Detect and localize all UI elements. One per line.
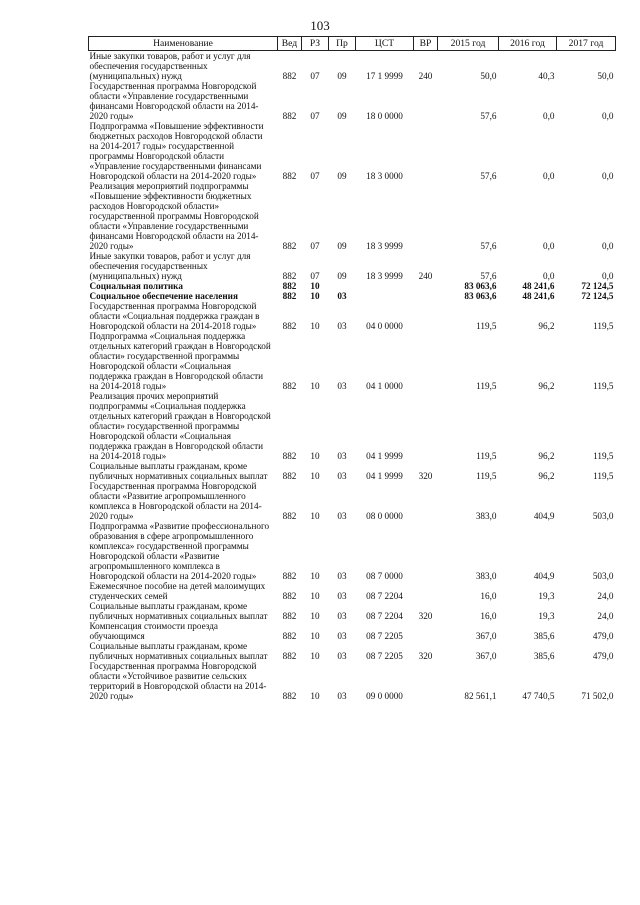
cell-cst: 08 7 0000 — [366, 571, 403, 581]
cell-2017: 503,0 — [592, 571, 614, 581]
cell-2015: 367,0 — [475, 631, 497, 641]
cell-2015: 367,0 — [475, 651, 497, 661]
cell-name: Подпрограмма «Повышение эффективности бюджетных расходов Новгородской области на 2014-2017 годы» государственной программы Новгородской области «Управление государственными финансами Новгородской области на 2014-2020 годы» — [89, 121, 264, 181]
cell-cst: 08 7 2204 — [366, 591, 403, 601]
cell-pr: 03 — [337, 651, 347, 661]
cell-cst: 18 3 9999 — [366, 271, 403, 281]
cell-ved: 882 — [282, 111, 297, 121]
cell-vr — [414, 481, 438, 521]
cell-vr — [414, 301, 438, 331]
cell-2017: 50,0 — [597, 71, 614, 81]
cell-name: Ежемесячное пособие на детей малоимущих студенческих семей — [89, 581, 266, 601]
cell-name: Социальные выплаты гражданам, кроме публичных нормативных социальных выплат — [89, 601, 268, 621]
cell-vr: 320 — [418, 471, 433, 481]
cell-cst: 04 1 9999 — [366, 471, 403, 481]
table-row — [89, 121, 616, 181]
cell-ved: 882 — [282, 471, 297, 481]
cell-pr: 09 — [337, 241, 347, 251]
cell-cst: 08 0 0000 — [366, 511, 403, 521]
cell-vr — [414, 391, 438, 461]
cell-name: Социальное обеспечение населения — [89, 291, 238, 301]
cell-pr: 03 — [337, 691, 347, 701]
table-row — [89, 81, 616, 121]
cell-rz: 07 — [310, 71, 320, 81]
cell-2015: 57,6 — [480, 171, 497, 181]
cell-pr: 03 — [337, 631, 347, 641]
cell-pr: 09 — [337, 111, 347, 121]
cell-vr — [414, 621, 438, 641]
cell-vr — [414, 521, 438, 581]
cell-vr: 240 — [418, 271, 433, 281]
cell-2017: 119,5 — [593, 381, 614, 391]
cell-ved: 882 — [282, 281, 297, 291]
cell-2017: 0,0 — [602, 241, 614, 251]
table-row — [89, 641, 616, 661]
cell-2017: 24,0 — [597, 611, 614, 621]
cell-name: Подпрограмма «Социальная поддержка отдельных категорий граждан в Новгородской области» государственной программы Новгородской области «Социальная поддержка граждан в Новгородской области на 2014-2018 годы» — [89, 331, 271, 391]
cell-2016: 96,2 — [538, 321, 555, 331]
cell-2017: 479,0 — [592, 651, 614, 661]
cell-vr — [414, 81, 438, 121]
cell-ved: 882 — [282, 291, 297, 301]
table-row — [89, 251, 616, 281]
cell-pr: 09 — [337, 71, 347, 81]
cell-name: Социальные выплаты гражданам, кроме публичных нормативных социальных выплат — [89, 641, 268, 661]
cell-2015: 119,5 — [476, 451, 497, 461]
cell-2017: 119,5 — [593, 471, 614, 481]
table-row — [89, 481, 616, 521]
cell-vr: 320 — [418, 611, 433, 621]
cell-pr: 03 — [337, 591, 347, 601]
cell-rz: 10 — [310, 511, 320, 521]
cell-rz: 10 — [310, 571, 320, 581]
cell-rz: 10 — [310, 281, 320, 291]
cell-cst: 18 0 0000 — [366, 111, 403, 121]
cell-name: Реализация мероприятий подпрограммы «Повышение эффективности бюджетных расходов Новгородской области» государственной программы Новгородской области «Управление государственными финансами Новгородской области на 2014-2020 годы» — [89, 181, 259, 251]
cell-pr: 03 — [337, 451, 347, 461]
cell-2015: 119,5 — [476, 381, 497, 391]
cell-ved: 882 — [282, 511, 297, 521]
cell-2017: 0,0 — [602, 171, 614, 181]
cell-rz: 10 — [310, 631, 320, 641]
cell-2016: 0,0 — [543, 271, 555, 281]
cell-vr — [414, 281, 438, 291]
table-row — [89, 181, 616, 251]
cell-2015: 83 063,6 — [464, 291, 497, 301]
cell-pr: 03 — [337, 471, 347, 481]
table-row — [89, 51, 616, 82]
cell-ved: 882 — [282, 631, 297, 641]
cell-2016: 19,3 — [538, 591, 555, 601]
cell-rz: 10 — [310, 691, 320, 701]
cell-name: Государственная программа Новгородской области «Развитие агропромышленного комплекса в Новгородской области на 2014-2020 годы» — [89, 481, 262, 521]
cell-vr — [414, 291, 438, 301]
cell-2015: 50,0 — [480, 71, 497, 81]
table-row — [89, 331, 616, 391]
table-row — [89, 281, 616, 291]
cell-name: Социальная политика — [89, 281, 183, 291]
table-row — [89, 461, 616, 481]
cell-ved: 882 — [282, 651, 297, 661]
cell-2015: 57,6 — [480, 271, 497, 281]
cell-name: Подпрограмма «Развитие профессионального образования в сфере агропромышленного комплекса» государственной программы Новгородской области «Развитие агропромышленного комплекса в Новгородской области на 2014-2020 годы» — [89, 521, 270, 581]
cell-2017: 119,5 — [593, 451, 614, 461]
cell-2015: 16,0 — [480, 591, 497, 601]
header-2016: 2016 год — [499, 37, 557, 51]
cell-rz: 10 — [310, 291, 320, 301]
cell-ved: 882 — [282, 71, 297, 81]
header-vr: ВР — [414, 37, 438, 51]
cell-name: Иные закупки товаров, работ и услуг для обеспечения государственных (муниципальных) нужд — [89, 251, 251, 281]
cell-2016: 385,6 — [533, 651, 555, 661]
cell-rz: 07 — [310, 271, 320, 281]
cell-pr: 09 — [337, 271, 347, 281]
cell-cst: 09 0 0000 — [366, 691, 403, 701]
header-name: Наименование — [89, 37, 278, 51]
cell-2015: 383,0 — [475, 571, 497, 581]
cell-vr — [414, 581, 438, 601]
cell-name: Государственная программа Новгородской области «Социальная поддержка граждан в Новгородской области на 2014-2018 годы» — [89, 301, 260, 331]
cell-rz: 07 — [310, 241, 320, 251]
cell-rz: 10 — [310, 381, 320, 391]
cell-cst: 04 0 0000 — [366, 321, 403, 331]
cell-name: Компенсация стоимости проезда обучающимся — [89, 621, 218, 641]
cell-vr — [414, 661, 438, 701]
cell-pr: 03 — [337, 381, 347, 391]
cell-2017: 119,5 — [593, 321, 614, 331]
header-pr: Пр — [329, 37, 356, 51]
header-2017: 2017 год — [557, 37, 616, 51]
cell-2017: 479,0 — [592, 631, 614, 641]
header-cst: ЦСТ — [356, 37, 414, 51]
cell-2016: 96,2 — [538, 381, 555, 391]
cell-2016: 40,3 — [538, 71, 555, 81]
cell-ved: 882 — [282, 241, 297, 251]
table-header-row — [89, 37, 616, 51]
cell-pr: 09 — [337, 171, 347, 181]
table-row — [89, 521, 616, 581]
cell-name: Государственная программа Новгородской области «Управление государственными финансами Новгородской области на 2014-2020 годы» — [89, 81, 259, 121]
table-row — [89, 661, 616, 701]
header-rz: РЗ — [302, 37, 329, 51]
cell-ved: 882 — [282, 171, 297, 181]
cell-2017: 72 124,5 — [581, 291, 614, 301]
cell-2016: 385,6 — [533, 631, 555, 641]
cell-2016: 96,2 — [538, 451, 555, 461]
cell-2015: 57,6 — [480, 241, 497, 251]
cell-pr: 03 — [337, 611, 347, 621]
cell-2015: 119,5 — [476, 471, 497, 481]
cell-2015: 83 063,6 — [464, 281, 497, 291]
table-row — [89, 291, 616, 301]
cell-2016: 404,9 — [533, 511, 555, 521]
cell-vr: 320 — [418, 651, 433, 661]
cell-ved: 882 — [282, 691, 297, 701]
cell-rz: 10 — [310, 451, 320, 461]
cell-rz: 10 — [310, 471, 320, 481]
cell-rz: 07 — [310, 171, 320, 181]
cell-cst: 08 7 2205 — [366, 651, 403, 661]
cell-name: Реализация прочих мероприятий подпрограммы «Социальная поддержка отдельных категорий граждан в Новгородской области» государственной программы Новгородской области «Социальная поддержка граждан в Новгородской области на 2014-2018 годы» — [89, 391, 271, 461]
cell-2015: 383,0 — [475, 511, 497, 521]
header-2015: 2015 год — [438, 37, 499, 51]
cell-2017: 0,0 — [602, 271, 614, 281]
cell-2017: 71 502,0 — [581, 691, 614, 701]
cell-2015: 16,0 — [480, 611, 497, 621]
table-body — [89, 51, 616, 702]
cell-cst: 17 1 9999 — [366, 71, 403, 81]
cell-2016: 48 241,6 — [522, 291, 555, 301]
cell-rz: 10 — [310, 321, 320, 331]
cell-vr — [414, 181, 438, 251]
cell-name: Социальные выплаты гражданам, кроме публичных нормативных социальных выплат — [89, 461, 268, 481]
cell-pr: 03 — [337, 291, 347, 301]
cell-cst — [356, 281, 414, 291]
cell-rz: 07 — [310, 111, 320, 121]
cell-2015: 82 561,1 — [464, 691, 497, 701]
table-row — [89, 391, 616, 461]
cell-2016: 0,0 — [543, 171, 555, 181]
budget-table-container — [88, 36, 615, 701]
cell-cst: 04 1 9999 — [366, 451, 403, 461]
cell-2016: 404,9 — [533, 571, 555, 581]
cell-cst: 18 3 0000 — [366, 171, 403, 181]
budget-table — [88, 36, 616, 701]
cell-2015: 57,6 — [480, 111, 497, 121]
cell-pr: 03 — [337, 511, 347, 521]
cell-2016: 0,0 — [543, 111, 555, 121]
cell-2016: 47 740,5 — [522, 691, 555, 701]
cell-cst: 04 1 0000 — [366, 381, 403, 391]
cell-ved: 882 — [282, 381, 297, 391]
cell-cst — [356, 291, 414, 301]
cell-2016: 19,3 — [538, 611, 555, 621]
cell-cst: 08 7 2204 — [366, 611, 403, 621]
table-row — [89, 581, 616, 601]
cell-ved: 882 — [282, 321, 297, 331]
cell-2017: 503,0 — [592, 511, 614, 521]
table-row — [89, 601, 616, 621]
table-row — [89, 621, 616, 641]
cell-name: Иные закупки товаров, работ и услуг для обеспечения государственных (муниципальных) нужд — [89, 51, 251, 81]
page-number: 103 — [310, 18, 330, 33]
cell-rz: 10 — [310, 611, 320, 621]
cell-2017: 72 124,5 — [581, 281, 614, 291]
cell-pr: 03 — [337, 571, 347, 581]
cell-rz: 10 — [310, 591, 320, 601]
cell-ved: 882 — [282, 591, 297, 601]
cell-pr: 03 — [337, 321, 347, 331]
cell-vr: 240 — [418, 71, 433, 81]
cell-ved: 882 — [282, 571, 297, 581]
cell-cst: 18 3 9999 — [366, 241, 403, 251]
cell-vr — [414, 331, 438, 391]
cell-ved: 882 — [282, 451, 297, 461]
cell-pr — [329, 281, 356, 291]
cell-2016: 0,0 — [543, 241, 555, 251]
cell-2017: 0,0 — [602, 111, 614, 121]
cell-cst: 08 7 2205 — [366, 631, 403, 641]
cell-2016: 96,2 — [538, 471, 555, 481]
cell-name: Государственная программа Новгородской области «Устойчивое развитие сельских территорий в Новгородской области на 2014-2020 годы» — [89, 661, 267, 701]
cell-2016: 48 241,6 — [522, 281, 555, 291]
table-row — [89, 301, 616, 331]
cell-2017: 24,0 — [597, 591, 614, 601]
cell-ved: 882 — [282, 611, 297, 621]
cell-rz: 10 — [310, 651, 320, 661]
cell-vr — [414, 121, 438, 181]
header-ved: Вед — [278, 37, 302, 51]
cell-2015: 119,5 — [476, 321, 497, 331]
cell-ved: 882 — [282, 271, 297, 281]
